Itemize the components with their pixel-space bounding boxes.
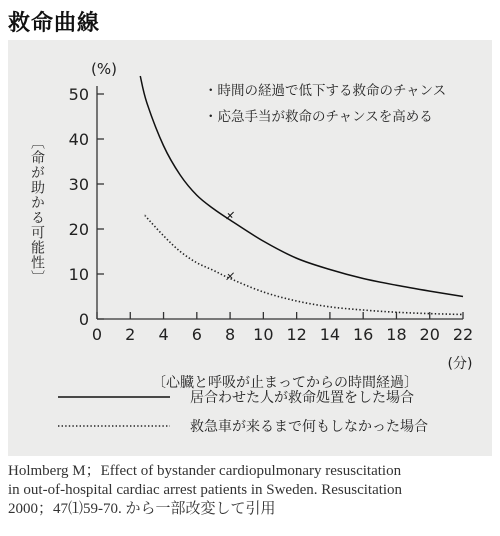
y-unit-label: (%) [91,60,117,78]
x-tick-label: 22 [452,325,474,344]
x-tick-label: 4 [158,325,169,344]
citation-line-2: in out-of-hospital cardiac arrest patients in Sweden. Resuscitation [8,482,403,498]
legend-label-1: 居合わせた人が救命処置をした場合 [190,390,414,406]
x-axis-label: 〔心臓と呼吸が止まってからの時間経過〕 [152,375,418,391]
y-tick-label: 30 [68,175,89,194]
x-tick-label: 6 [191,325,202,344]
y-tick-label: 20 [68,220,89,239]
y-tick-label: 40 [68,130,89,149]
y-tick-label: 50 [68,85,89,104]
citation [8,462,496,519]
citation-line-3: 2000；47⑴59-70. から一部改変して引用 [8,501,276,517]
series-marker-1 [227,212,234,219]
x-tick-label: 10 [253,325,274,344]
y-tick-label: 10 [68,265,89,284]
page-title: 救命曲線 [8,11,101,36]
x-tick-label: 18 [386,325,407,344]
annotation-1: ・時間の経過で低下する救命のチャンス [204,83,447,99]
x-tick-label: 14 [319,325,341,344]
y-tick-label: 0 [78,310,89,329]
x-tick-label: 16 [353,325,374,344]
chart [8,40,492,456]
series-marker-2 [227,273,234,280]
x-tick-label: 2 [125,325,136,344]
x-tick-label: 12 [286,325,307,344]
series-line-2 [145,215,463,314]
x-unit-label: (分) [447,356,473,372]
x-tick-label: 20 [419,325,440,344]
y-axis-label: 〔命が助かる可能性〕 [29,135,45,285]
chart-panel [8,40,492,456]
x-tick-label: 8 [224,325,236,344]
x-tick-label: 0 [91,325,103,344]
citation-line-1: Holmberg M；Effect of bystander cardiopulmonary resuscitation [8,463,402,479]
legend-label-2: 救急車が来るまで何もしなかった場合 [190,419,428,435]
annotation-2: ・応急手当が救命のチャンスを高める [204,109,433,125]
